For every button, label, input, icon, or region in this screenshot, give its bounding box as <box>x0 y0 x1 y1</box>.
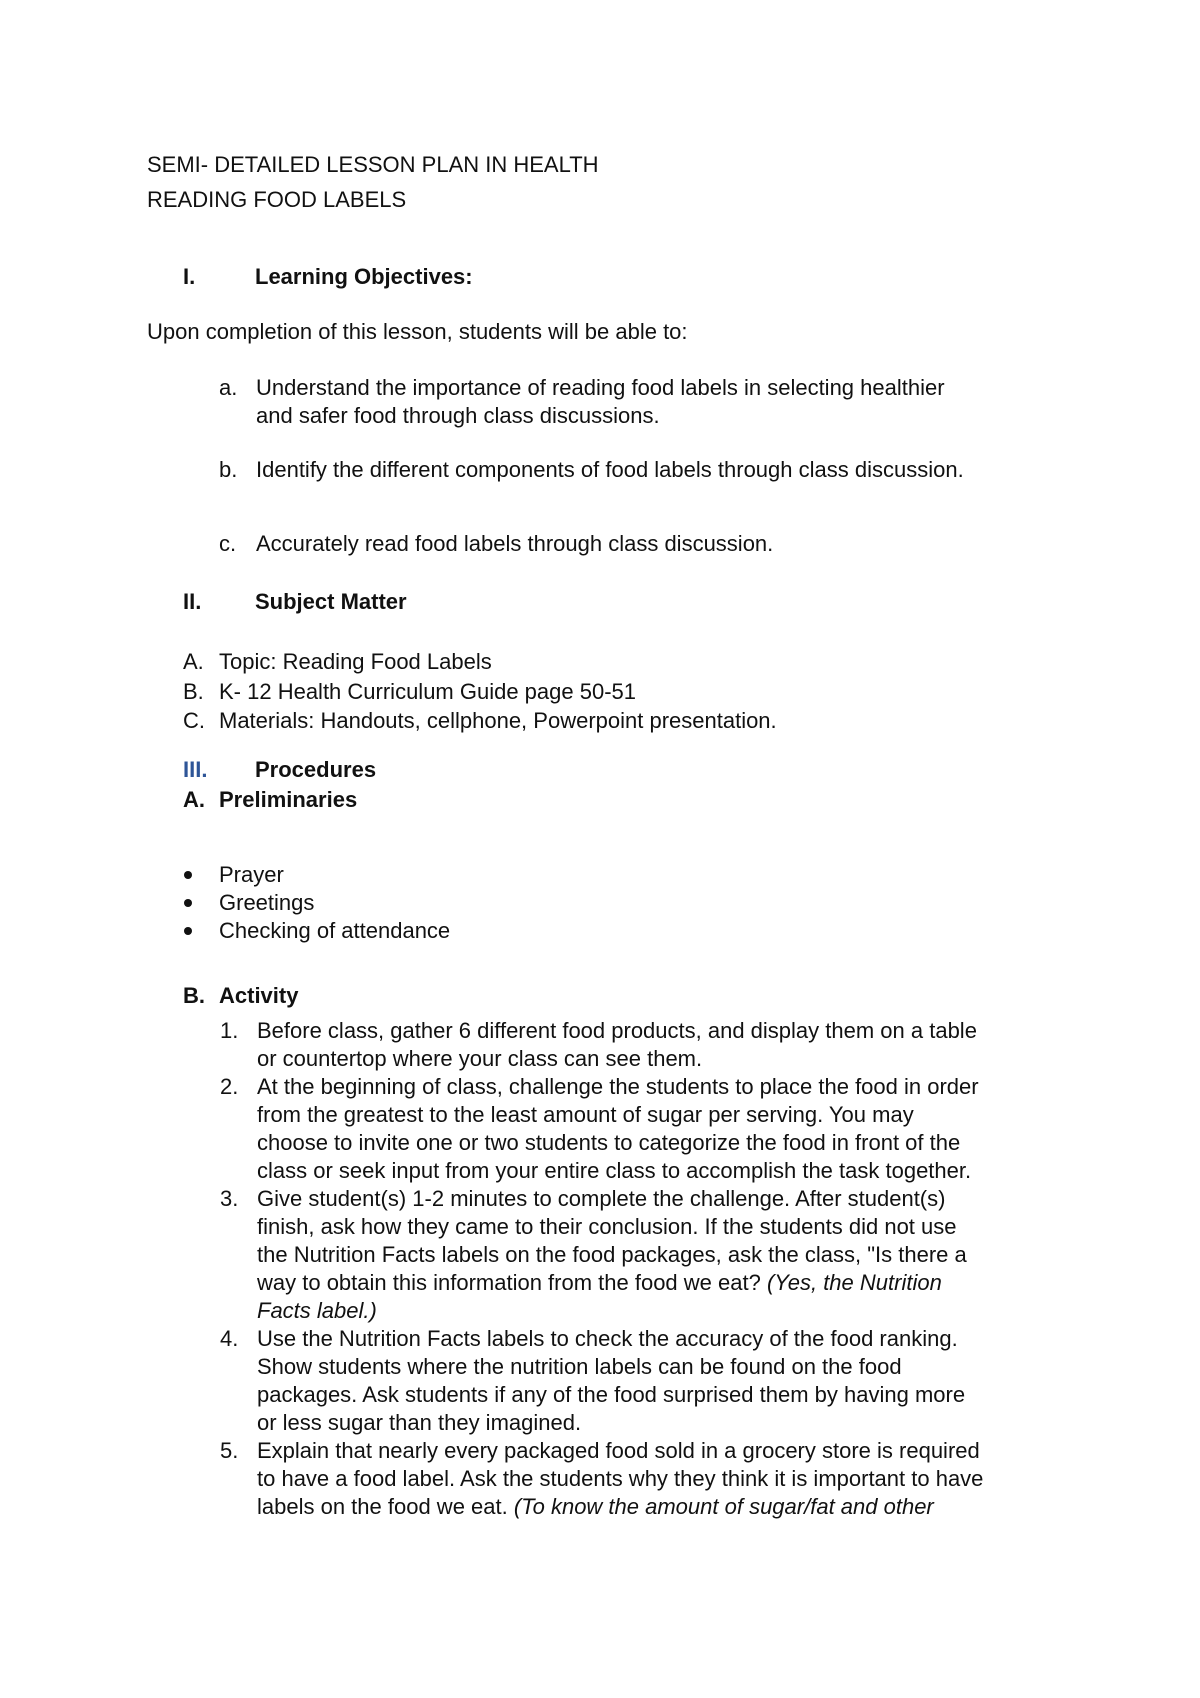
subsection-heading-preliminaries: Preliminaries <box>219 787 358 812</box>
objective-text: Accurately read food labels through class discussion. <box>256 531 774 556</box>
step-text: Use the Nutrition Facts labels to check the accuracy of the food ranking. <box>257 1326 958 1351</box>
step-number: 3. <box>220 1186 239 1211</box>
step-text-plain: labels on the food we eat. <box>257 1494 514 1519</box>
step-text: class or seek input from your entire class to accomplish the task together. <box>257 1158 972 1183</box>
subject-marker: A. <box>183 649 204 674</box>
list-item: Checking of attendance <box>219 918 451 943</box>
subject-marker: C. <box>183 708 205 733</box>
subsection-marker: A. <box>183 787 205 812</box>
step-text: packages. Ask students if any of the food surprised them by having more <box>257 1382 966 1407</box>
step-text-plain: way to obtain this information from the food we eat? <box>257 1270 767 1295</box>
section-heading-subject-matter: Subject Matter <box>255 589 407 614</box>
section-numeral: II. <box>183 589 202 614</box>
subject-item: Topic: Reading Food Labels <box>219 649 492 674</box>
subject-marker: B. <box>183 679 204 704</box>
list-item: Greetings <box>219 890 315 915</box>
objective-text: Identify the different components of food labels through class discussion. <box>256 457 964 482</box>
document-subtitle: READING FOOD LABELS <box>147 187 407 212</box>
objective-text: and safer food through class discussions. <box>256 403 660 428</box>
bullet-dot-icon <box>184 899 192 907</box>
subsection-heading-activity: Activity <box>219 983 299 1008</box>
step-text <box>257 1269 942 1297</box>
step-number: 1. <box>220 1018 239 1043</box>
subject-item: K- 12 Health Curriculum Guide page 50-51 <box>219 679 637 704</box>
step-text: At the beginning of class, challenge the students to place the food in order <box>257 1074 979 1099</box>
step-answer: (To know the amount of sugar/fat and other <box>513 1494 934 1519</box>
section-numeral: I. <box>183 264 196 289</box>
bullet-dot-icon <box>184 927 192 935</box>
step-answer: (Yes, the Nutrition <box>766 1270 942 1295</box>
step-answer: Facts label.) <box>257 1298 377 1323</box>
section-heading-objectives: Learning Objectives: <box>255 264 473 289</box>
step-text: choose to invite one or two students to categorize the food in front of the <box>257 1130 961 1155</box>
objective-marker: c. <box>219 531 237 556</box>
step-text: from the greatest to the least amount of sugar per serving. You may <box>257 1102 914 1127</box>
objective-text: Understand the importance of reading food labels in selecting healthier <box>256 375 945 400</box>
step-number: 2. <box>220 1074 239 1099</box>
step-text: the Nutrition Facts labels on the food packages, ask the class, "Is there a <box>257 1242 967 1267</box>
step-number: 5. <box>220 1438 239 1463</box>
step-text <box>257 1493 934 1521</box>
subject-item: Materials: Handouts, cellphone, Powerpoint presentation. <box>219 708 777 733</box>
step-text: Explain that nearly every packaged food sold in a grocery store is required <box>257 1438 980 1463</box>
objectives-intro: Upon completion of this lesson, students will be able to: <box>147 319 688 344</box>
step-text: or countertop where your class can see them. <box>257 1046 703 1071</box>
document-title: SEMI- DETAILED LESSON PLAN IN HEALTH <box>147 152 599 177</box>
step-number: 4. <box>220 1326 239 1351</box>
step-text: to have a food label. Ask the students why they think it is important to have <box>257 1466 984 1491</box>
step-text: Show students where the nutrition labels can be found on the food <box>257 1354 902 1379</box>
section-numeral: III. <box>183 757 208 782</box>
objective-marker: b. <box>219 457 238 482</box>
objective-marker: a. <box>219 375 238 400</box>
bullet-dot-icon <box>184 871 192 879</box>
list-item: Prayer <box>219 862 284 887</box>
step-text: or less sugar than they imagined. <box>257 1410 582 1435</box>
step-text: Give student(s) 1-2 minutes to complete the challenge. After student(s) <box>257 1186 946 1211</box>
section-heading-procedures: Procedures <box>255 757 377 782</box>
step-text: finish, ask how they came to their conclusion. If the students did not use <box>257 1214 957 1239</box>
subsection-marker: B. <box>183 983 205 1008</box>
step-text: Before class, gather 6 different food products, and display them on a table <box>257 1018 977 1043</box>
